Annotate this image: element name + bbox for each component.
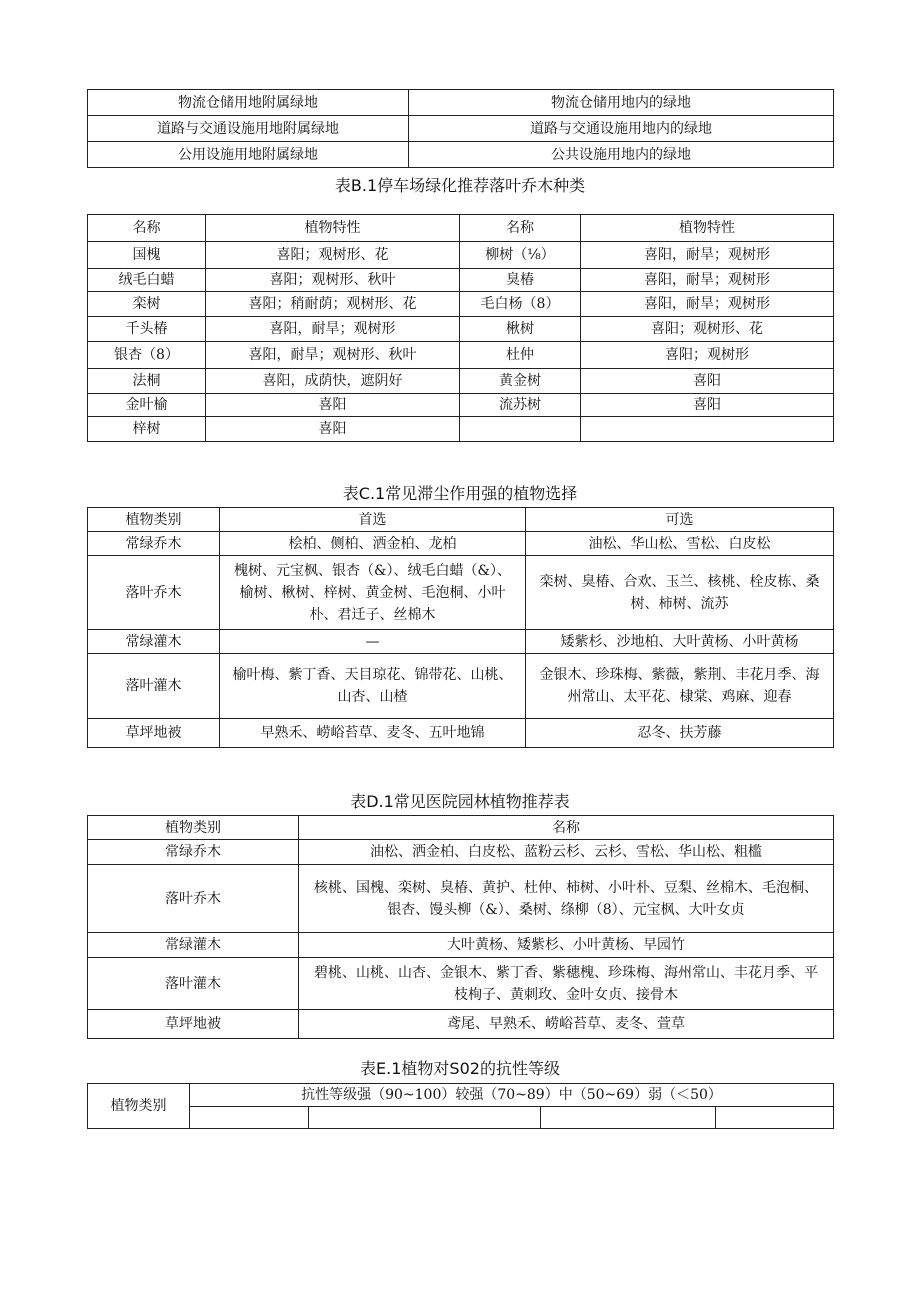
column-header: 名称 [299,816,834,840]
table-cell: 榆叶梅、紫丁香、天目琼花、锦带花、山桃、山杏、山楂 [220,654,526,719]
table-header-row [88,215,834,242]
table-cell: 物流仓储用地附属绿地 [88,90,409,116]
table-row [88,317,834,342]
table-b-caption: 表B.1停车场绿化推荐落叶乔木种类 [334,176,586,195]
table-cell: 忍冬、扶芳藤 [526,719,834,748]
table-cell [309,1107,541,1129]
column-header: 植物类别 [88,508,220,532]
table-cell: 公用设施用地附属绿地 [88,142,409,168]
table-cell: 喜阳；观树形、花 [206,242,460,269]
table-cell: 流苏树 [460,394,581,417]
table-cell: 草坪地被 [88,1010,299,1039]
table-cell: 物流仓储用地内的绿地 [409,90,834,116]
table-cell: 梓树 [88,417,206,442]
table-row [88,394,834,417]
table-row [88,242,834,269]
table-row [88,933,834,958]
table-cell: 喜阳，耐旱；观树形 [581,242,834,269]
table-cell: 柳树（⅛） [460,242,581,269]
table-cell: 绒毛白蜡 [88,269,206,292]
table-cell [460,417,581,442]
table-cell: 喜阳 [581,369,834,394]
table-cell: 喜阳 [206,417,460,442]
table-cell: 毛白杨（8） [460,292,581,317]
table-row [88,840,834,865]
table-cell: 栾树 [88,292,206,317]
dust-retention-table [87,507,834,748]
table-cell: 喜阳 [581,394,834,417]
table-cell: 常绿乔木 [88,840,299,865]
table-e-caption: 表E.1植物对S02的抗性等级 [360,1059,560,1078]
table-cell: 喜阳；观树形、花 [581,317,834,342]
table-cell: 喜阳 [206,394,460,417]
table-cell: 喜阳，耐旱；观树形 [581,292,834,317]
table-cell: 槐树、元宝枫、银杏（&）、绒毛白蜡（&）、榆树、楸树、梓树、黄金树、毛泡桐、小叶朴、君迁子、丝棉木 [220,556,526,630]
table-cell [541,1107,716,1129]
so2-resistance-table [87,1083,834,1129]
table-row [88,719,834,748]
table-cell: 早熟禾、崂峪苔草、麦冬、五叶地锦 [220,719,526,748]
table-row [88,417,834,442]
hospital-plant-table [87,815,834,1039]
table-row [88,342,834,369]
table-row [88,369,834,394]
table-cell: 千头椿 [88,317,206,342]
table-cell: 楸树 [460,317,581,342]
column-header: 首选 [220,508,526,532]
table-cell [190,1107,309,1129]
table-cell: 喜阳，耐旱；观树形、秋叶 [206,342,460,369]
column-header: 名称 [460,215,581,242]
table-cell: 常绿灌木 [88,933,299,958]
table-cell: 黄金树 [460,369,581,394]
column-header: 抗性等级强（90~100）较强（70~89）中（50~69）弱（＜50） [190,1084,834,1107]
table-cell: 喜阳；稍耐荫；观树形、花 [206,292,460,317]
table-cell: 鸢尾、早熟禾、崂峪苔草、麦冬、萱草 [299,1010,834,1039]
table-cell: 草坪地被 [88,719,220,748]
table-cell: 法桐 [88,369,206,394]
table-d-caption: 表D.1常见医院园林植物推荐表 [350,792,570,811]
table-cell: 桧柏、侧柏、洒金柏、龙柏 [220,532,526,556]
table-row [88,654,834,719]
table-row [88,1107,834,1129]
table-cell: 臭椿 [460,269,581,292]
table-cell: 喜阳，耐旱；观树形 [206,317,460,342]
table-row [88,958,834,1010]
table-cell: 落叶灌木 [88,654,220,719]
table-cell: 落叶乔木 [88,556,220,630]
table-row [88,142,834,168]
table-cell: 油松、洒金柏、白皮松、蓝粉云杉、云杉、雪松、华山松、粗槛 [299,840,834,865]
table-cell: 喜阳，成荫快，遮阴好 [206,369,460,394]
table-cell: 油松、华山松、雪松、白皮松 [526,532,834,556]
table-cell: 大叶黄杨、矮紫杉、小叶黄杨、早园竹 [299,933,834,958]
table-row [88,865,834,933]
table-cell: 常绿灌木 [88,630,220,654]
table-cell: 国槐 [88,242,206,269]
table-cell: — [220,630,526,654]
table-cell: 碧桃、山桃、山杏、金银木、紫丁香、紫穗槐、珍珠梅、海州常山、丰花月季、平枝栒子、黄刺玫、金叶女贞、接骨木 [299,958,834,1010]
table-row [88,556,834,630]
table-cell: 公共设施用地内的绿地 [409,142,834,168]
table-cell: 栾树、臭椿、合欢、玉兰、核桃、栓皮栋、桑树、柿树、流苏 [526,556,834,630]
table-row [88,532,834,556]
table-row [88,269,834,292]
table-cell: 落叶乔木 [88,865,299,933]
table-cell: 矮紫杉、沙地柏、大叶黄杨、小叶黄杨 [526,630,834,654]
table-row [88,1010,834,1039]
column-header: 植物类别 [88,816,299,840]
table-cell: 道路与交通设施用地附属绿地 [88,116,409,142]
column-header: 植物特性 [581,215,834,242]
table-cell: 喜阳；观树形、秋叶 [206,269,460,292]
table-c-caption: 表C.1常见滞尘作用强的植物选择 [342,484,578,503]
table-cell: 道路与交通设施用地内的绿地 [409,116,834,142]
table-header-row [88,1084,834,1107]
table-header-row [88,508,834,532]
column-header: 名称 [88,215,206,242]
table-cell [581,417,834,442]
column-header: 可选 [526,508,834,532]
table-header-row [88,816,834,840]
table-cell: 喜阳，耐旱；观树形 [581,269,834,292]
table-cell [716,1107,834,1129]
table-cell: 常绿乔木 [88,532,220,556]
table-row [88,116,834,142]
table-cell: 金银木、珍珠梅、紫薇，紫荆、丰花月季、海州常山、太平花、棣棠、鸡麻、迎春 [526,654,834,719]
parking-tree-table [87,214,834,442]
table-cell: 杜仲 [460,342,581,369]
table-cell: 喜阳；观树形 [581,342,834,369]
column-header: 植物特性 [206,215,460,242]
table-row [88,630,834,654]
table-cell: 核桃、国槐、栾树、臭椿、黄护、杜仲、柿树、小叶朴、豆梨、丝棉木、毛泡桐、银杏、馒头柳（&）、桑树、绦柳（8）、元宝枫、大叶女贞 [299,865,834,933]
table-cell: 金叶榆 [88,394,206,417]
table-cell: 银杏（8） [88,342,206,369]
table-row [88,90,834,116]
table-row [88,292,834,317]
land-use-green-table [87,89,834,168]
table-cell: 落叶灌木 [88,958,299,1010]
column-header: 植物类别 [88,1084,190,1129]
